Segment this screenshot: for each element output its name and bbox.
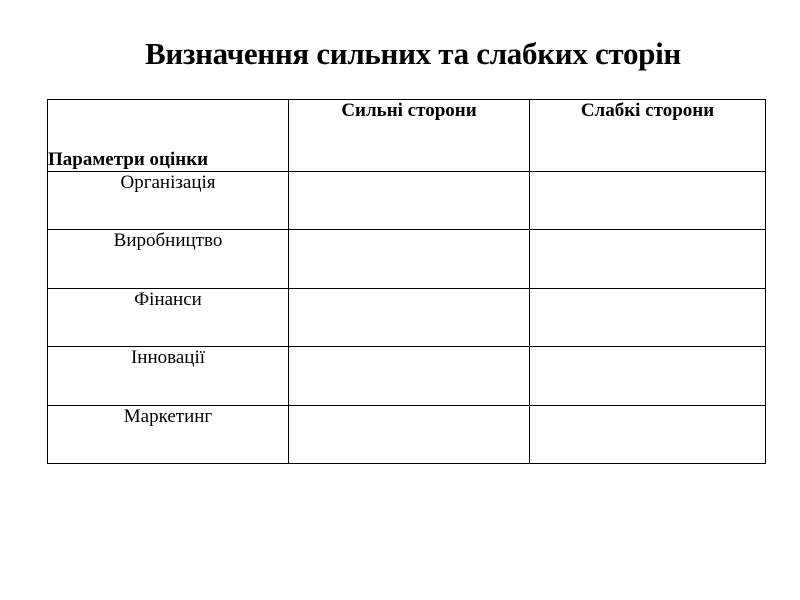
row-label-organization: Організація (48, 172, 289, 230)
weaknesses-cell-finance (530, 288, 766, 346)
strengths-cell-production (289, 230, 530, 288)
row-label-production: Виробництво (48, 230, 289, 288)
weaknesses-cell-organization (530, 172, 766, 230)
table-row-finance (48, 288, 766, 346)
header-strengths: Сильні сторони (289, 100, 530, 172)
strengths-cell-organization (289, 172, 530, 230)
row-label-innovation: Інновації (48, 347, 289, 405)
table-row-marketing (48, 405, 766, 463)
slide-title: Визначення сильних та слабких сторін (145, 36, 681, 71)
header-parameters: Параметри оцінки (48, 100, 289, 172)
table-row-innovation (48, 347, 766, 405)
row-label-finance: Фінанси (48, 288, 289, 346)
strengths-cell-innovation (289, 347, 530, 405)
row-label-marketing: Маркетинг (48, 405, 289, 463)
weaknesses-cell-innovation (530, 347, 766, 405)
strengths-weaknesses-table (47, 99, 766, 464)
table-row-organization (48, 172, 766, 230)
weaknesses-cell-marketing (530, 405, 766, 463)
table-row-production (48, 230, 766, 288)
weaknesses-cell-production (530, 230, 766, 288)
strengths-cell-marketing (289, 405, 530, 463)
table-header-row (48, 100, 766, 172)
strengths-cell-finance (289, 288, 530, 346)
header-weaknesses: Слабкі сторони (530, 100, 766, 172)
